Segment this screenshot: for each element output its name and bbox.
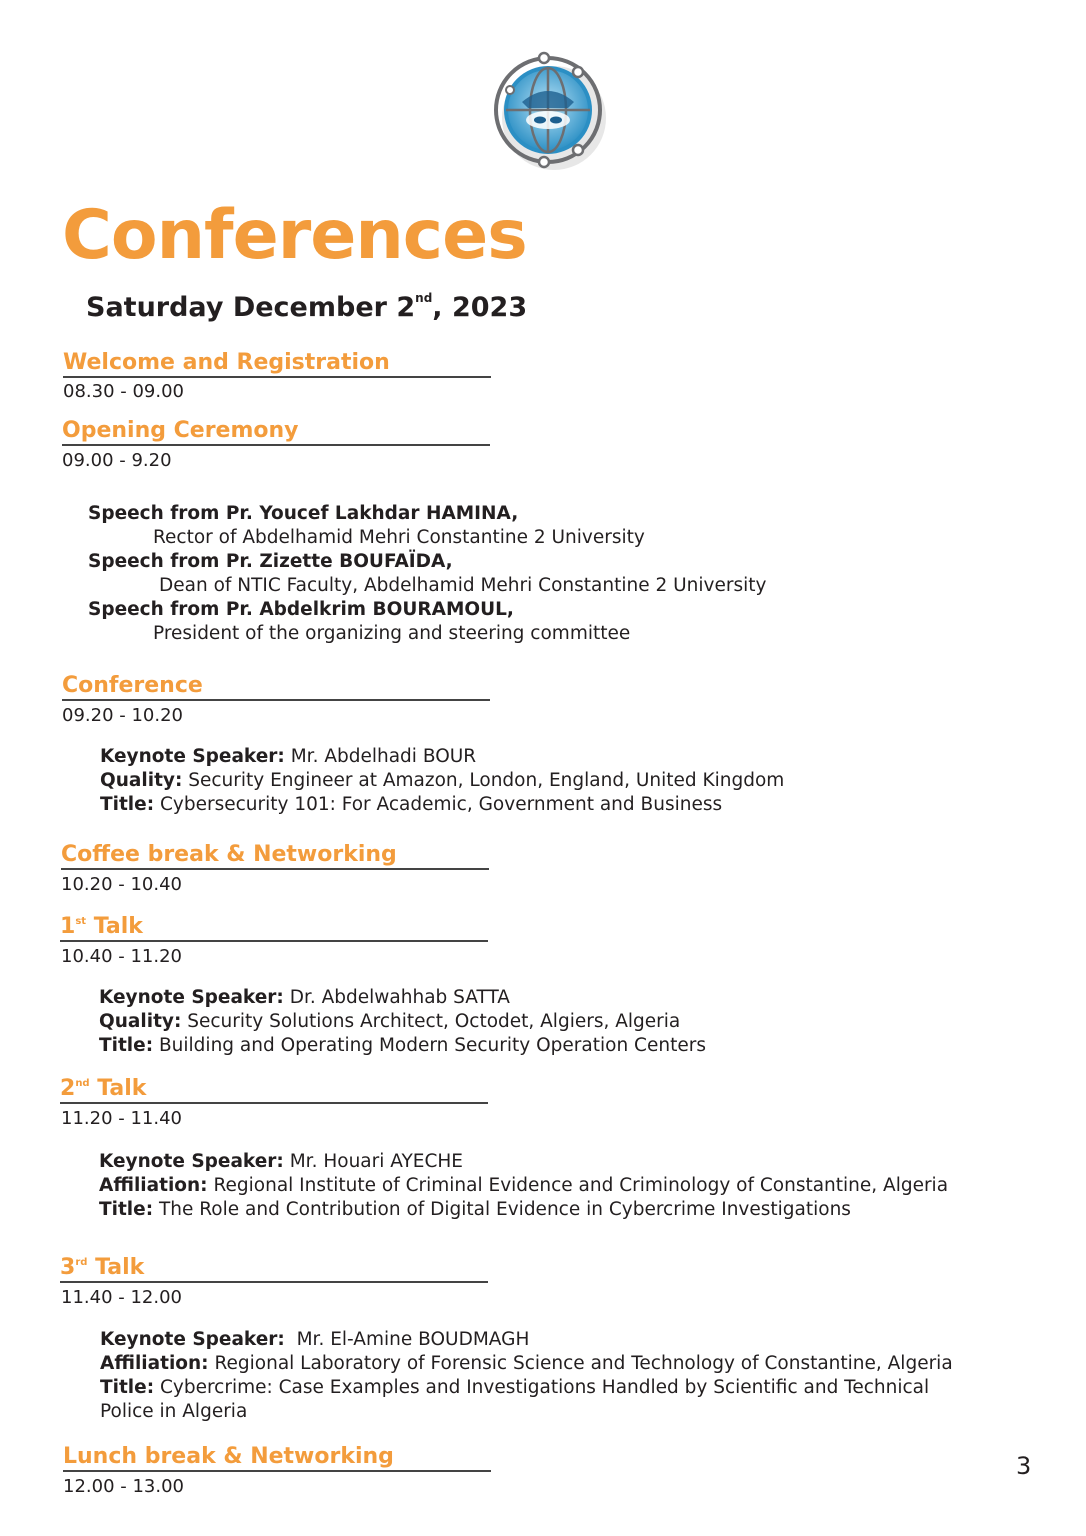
section-talk-3 [60,1251,488,1283]
section-time: 09.20 - 10.20 [62,705,183,726]
section-time: 08.30 - 09.00 [63,381,184,402]
speech-role: President of the organizing and steering committee [153,623,631,644]
talk-title: Title: The Role and Contribution of Digital Evidence in Cybercrime Investigations [99,1199,851,1220]
talk-title: Title: Cybersecurity 101: For Academic, Government and Business [100,794,723,815]
speaker-affiliation: Affiliation: Regional Laboratory of Forensic Science and Technology of Constantine, Algeria [100,1353,953,1374]
speech-role: Dean of NTIC Faculty, Abdelhamid Mehri Constantine 2 University [159,575,767,596]
globe-hacker-logo-icon [488,50,614,176]
section-talk-2 [60,1072,488,1104]
section-title: 1st Talk [60,914,143,939]
section-welcome [63,346,491,378]
section-opening [62,414,490,446]
keynote-speaker: Keynote Speaker: Mr. El-Amine BOUDMAGH [100,1329,530,1350]
section-conference [62,669,490,701]
section-time: 12.00 - 13.00 [63,1476,184,1497]
speech-speaker: Speech from Pr. Abdelkrim BOURAMOUL, [88,599,514,620]
section-time: 10.40 - 11.20 [61,946,182,967]
section-title: Welcome and Registration [63,350,390,375]
section-time: 10.20 - 10.40 [61,874,182,895]
page-title: Conferences [62,196,527,275]
talk-title: Title: Building and Operating Modern Security Operation Centers [99,1035,706,1056]
section-time: 11.20 - 11.40 [61,1108,182,1129]
keynote-speaker: Keynote Speaker: Dr. Abdelwahhab SATTA [99,987,510,1008]
page-number: 3 [1016,1452,1032,1480]
section-title: Opening Ceremony [62,418,299,443]
speaker-affiliation: Affiliation: Regional Institute of Criminal Evidence and Criminology of Constantine, Algeria [99,1175,949,1196]
speech-speaker: Speech from Pr. Youcef Lakhdar HAMINA, [88,503,519,524]
event-date: Saturday December 2nd, 2023 [86,291,528,323]
speaker-quality: Quality: Security Solutions Architect, Octodet, Algiers, Algeria [99,1011,681,1032]
section-title: Coffee break & Networking [61,842,397,867]
section-title: 2nd Talk [60,1076,147,1101]
speech-speaker: Speech from Pr. Zizette BOUFAÏDA, [88,551,453,572]
talk-title-continued: Police in Algeria [100,1401,248,1422]
speaker-quality: Quality: Security Engineer at Amazon, London, England, United Kingdom [100,770,785,791]
speech-role: Rector of Abdelhamid Mehri Constantine 2 University [153,527,645,548]
section-talk-1 [60,910,488,942]
keynote-speaker: Keynote Speaker: Mr. Houari AYECHE [99,1151,463,1172]
section-lunch-break [63,1440,491,1472]
section-title: Conference [62,673,203,698]
section-title: Lunch break & Networking [63,1444,394,1469]
section-time: 11.40 - 12.00 [61,1287,182,1308]
section-title: 3rd Talk [60,1255,145,1280]
talk-title: Title: Cybercrime: Case Examples and Investigations Handled by Scientific and Technical [100,1377,930,1398]
keynote-speaker: Keynote Speaker: Mr. Abdelhadi BOUR [100,746,477,767]
section-coffee-break [61,838,489,870]
section-time: 09.00 - 9.20 [62,450,172,471]
